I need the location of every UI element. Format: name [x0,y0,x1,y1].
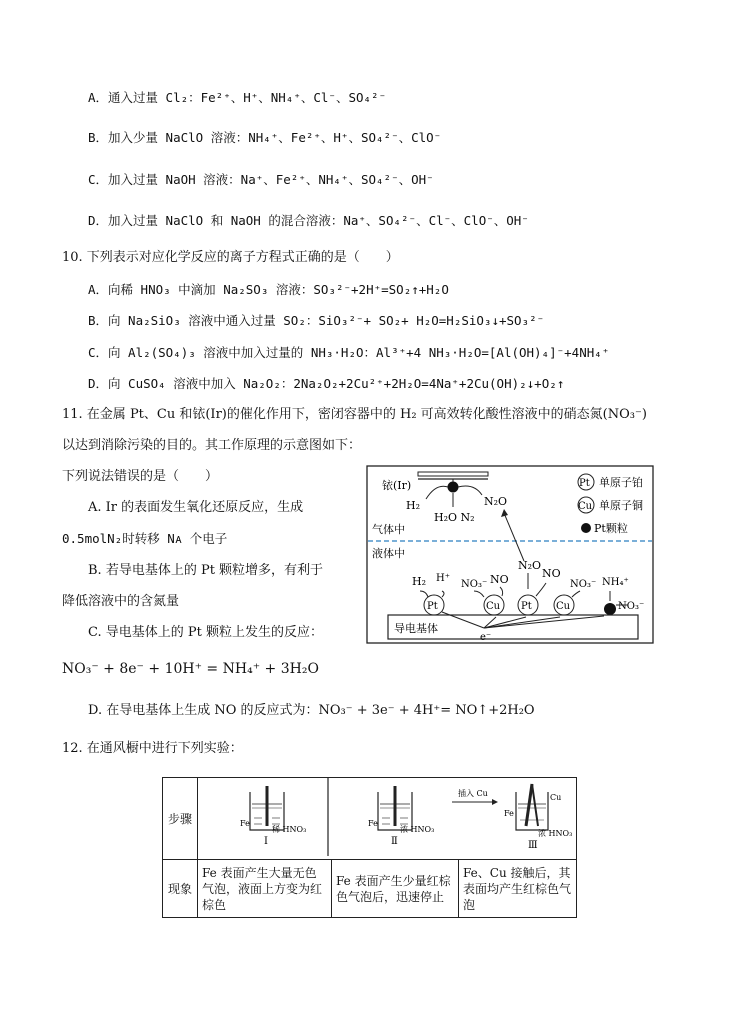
svg-text:浓 HNO₃: 浓 HNO₃ [400,825,435,834]
svg-text:浓 HNO₃: 浓 HNO₃ [538,829,573,838]
q9-option-b: B．加入少量 NaClO 溶液：NH₄⁺、Fe²⁺、H⁺、SO₄²⁻、ClO⁻ [88,130,442,145]
q9-option-d: D．加入过量 NaClO 和 NaOH 的混合溶液：Na⁺、SO₄²⁻、Cl⁻、ClO⁻、OH⁻ [88,213,529,228]
svg-text:Pt: Pt [521,601,532,612]
ir-plate [418,472,488,476]
svg-text:Cu: Cu [486,601,501,612]
liquid-phase-label: 液体中 [372,547,405,560]
q10-option-b: B．向 Na₂SiO₃ 溶液中通入过量 SO₂：SiO₃²⁻+ SO₂+ H₂O=H₂SiO₃↓+SO₃²⁻ [88,313,545,328]
svg-text:Cu: Cu [556,601,571,612]
step-images [198,778,577,860]
q11-option-d: D. 在导电基体上生成 NO 的反应式为：NO₃⁻ + 3e⁻ + 4H⁺= NO↑+2H₂O [88,703,535,718]
observation-header: 现象 [163,860,198,918]
insert-cu-label: 插入 Cu [458,789,488,798]
legend-pt-text: Pt [579,478,590,489]
no3-label-a: NO₃⁻ [461,579,488,590]
svg-text:Ⅰ: Ⅰ [264,836,268,847]
svg-text:稀 HNO₃: 稀 HNO₃ [272,825,307,834]
q11-option-c-line1: C. 导电基体上的 Pt 颗粒上发生的反应： [88,625,323,640]
q11-option-c-equation: NO₃⁻ + 8e⁻ + 10H⁺ = NH₄⁺ + 3H₂O [62,661,319,677]
nh4-label: NH₄⁺ [602,577,629,588]
legend-particle-symbol [581,523,591,533]
substrate-label: 导电基体 [394,622,438,635]
ir-label: 铱(Ir) [382,479,412,492]
beaker-1 [240,786,306,847]
q11-option-b-line2: 降低溶液中的含氮量 [62,594,180,609]
experiment-apparatus [198,778,576,856]
legend-cu-label: 单原子铜 [599,499,643,512]
hplus-label: H⁺ [436,573,450,584]
ir-n2o-label: N₂O [484,495,508,508]
q12-stem: 12. 在通风橱中进行下列实验： [62,741,243,756]
step-header: 步骤 [163,778,198,860]
q10-stem: 10. 下列表示对应化学反应的离子方程式正确的是（ ） [62,250,399,265]
pt-particle [604,603,616,615]
mid-n2o-label: N₂O [518,559,542,572]
gas-phase-label: 气体中 [372,523,405,536]
no3-label-b: NO₃⁻ [570,579,597,590]
experiment-table [162,777,577,918]
q11-option-a-line1: A. Ir 的表面发生氧化还原反应，生成 [88,500,304,515]
svg-text:Ⅱ: Ⅱ [391,836,398,847]
legend-particle-label: Pt颗粒 [594,522,628,535]
svg-text:Fe: Fe [240,819,250,828]
svg-text:Fe: Fe [504,809,514,818]
q10-option-d: D．向 CuSO₄ 溶液中加入 Na₂O₂：2Na₂O₂+2Cu²⁺+2H₂O=4Na⁺+2Cu(OH)₂↓+O₂↑ [88,376,565,391]
q10-option-c: C．向 Al₂(SO₄)₃ 溶液中加入过量的 NH₃·H₂O：Al³⁺+4 NH₃·H₂O=[Al(OH)₄]⁻+4NH₄⁺ [88,345,610,360]
q10-option-a: A．向稀 HNO₃ 中滴加 Na₂SO₃ 溶液：SO₃²⁻+2H⁺=SO₂↑+H₂O [88,282,449,297]
no3-label-c: NO₃⁻ [618,601,645,612]
observation-2: Fe 表面产生少量红棕色气泡后，迅速停止 [332,860,459,918]
svg-text:Fe: Fe [368,819,378,828]
svg-text:Cu: Cu [550,793,562,802]
svg-text:Ⅲ: Ⅲ [528,840,538,851]
q9-option-c: C．加入过量 NaOH 溶液：Na⁺、Fe²⁺、NH₄⁺、SO₄²⁻、OH⁻ [88,172,434,187]
legend-cu-text: Cu [578,501,593,512]
observation-1: Fe 表面产生大量无色气泡，液面上方变为红棕色 [198,860,332,918]
catalysis-diagram [366,465,654,645]
q11-stem-line1: 11. 在金属 Pt、Cu 和铱(Ir)的催化作用下，密闭容器中的 H₂ 可高效转化酸性溶液中的硝态氮(NO₃⁻) [62,407,647,422]
no-label-b: NO [542,567,561,580]
beaker-3 [504,784,572,851]
electron-label: e⁻ [480,632,492,643]
no-label-a: NO [490,573,509,586]
q11-stem-line2: 以达到消除污染的目的。其工作原理的示意图如下： [62,438,362,453]
ir-h2-label: H₂ [406,499,421,512]
q9-option-a: A．通入过量 Cl₂：Fe²⁺、H⁺、NH₄⁺、Cl⁻、SO₄²⁻ [88,90,387,105]
observation-3: Fe、Cu 接触后，其表面均产生红棕色气泡 [459,860,577,918]
q11-option-a-line2: 0.5molN₂时转移 Nᴀ 个电子 [62,531,228,546]
svg-text:Pt: Pt [427,601,438,612]
beaker-2 [368,786,434,847]
q11-ask: 下列说法错误的是（ ） [62,469,219,484]
ir-particle [448,482,459,493]
legend-pt-label: 单原子铂 [599,476,643,489]
ir-products-label: H₂O N₂ [434,511,475,524]
h2-label: H₂ [412,575,427,588]
q11-option-b-line1: B. 若导电基体上的 Pt 颗粒增多，有利于 [88,563,324,578]
